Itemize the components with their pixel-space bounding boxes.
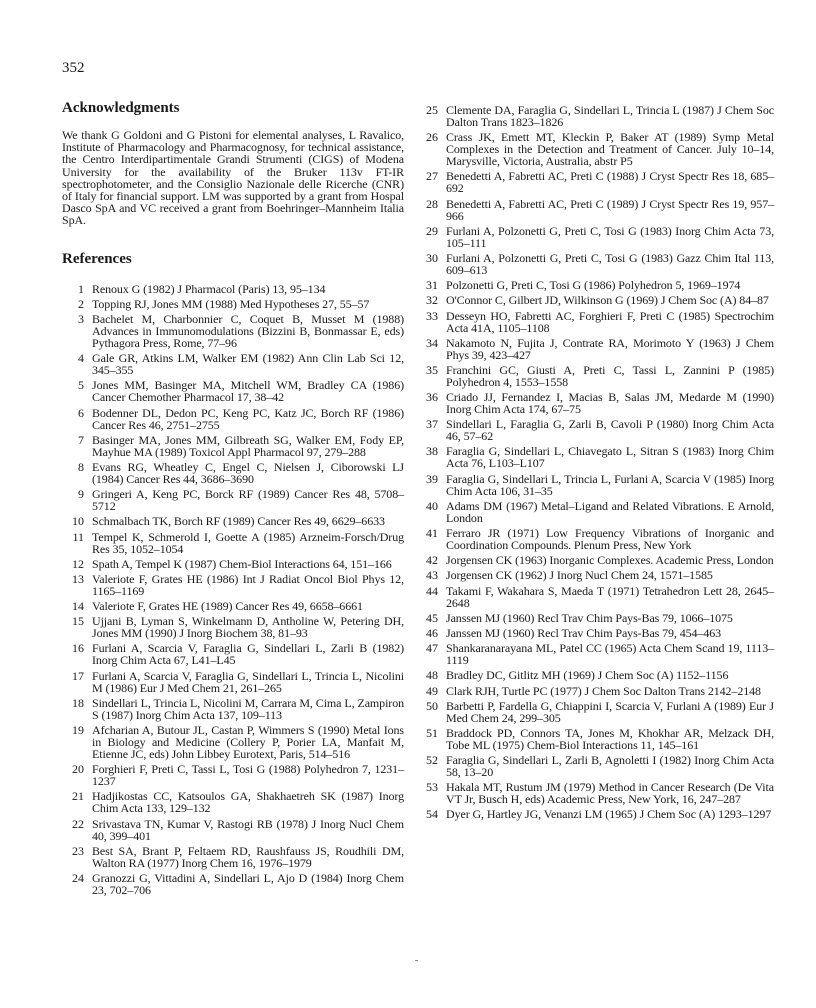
reference-item <box>424 808 774 820</box>
reference-text: Forghieri F, Preti C, Tassi L, Tosi G (1988) Polyhedron 7, 1231–1237 <box>92 762 404 789</box>
reference-text: Bradley DC, Gitlitz MH (1969) J Chem Soc (A) 1152–1156 <box>446 668 729 683</box>
reference-number: 1 <box>78 281 84 296</box>
reference-number: 39 <box>426 471 438 486</box>
reference-item <box>424 700 774 724</box>
reference-item <box>62 298 404 310</box>
reference-number: 29 <box>426 223 438 238</box>
reference-item <box>424 554 774 566</box>
reference-number: 38 <box>426 444 438 459</box>
reference-item <box>424 337 774 361</box>
reference-number: 21 <box>72 789 84 804</box>
reference-text: Furlani A, Scarcia V, Faraglia G, Sindellari L, Trincia L, Nicolini M (1986) Eur J Med Chem 21, 261–265 <box>92 668 404 695</box>
reference-number: 50 <box>426 698 438 713</box>
reference-text: Topping RJ, Jones MM (1988) Med Hypotheses 27, 55–57 <box>92 296 370 311</box>
reference-number: 5 <box>78 378 84 393</box>
reference-number: 44 <box>426 583 438 598</box>
page-number: 352 <box>62 60 85 76</box>
reference-text: Criado JJ, Fernandez I, Macias B, Salas JM, Medarde M (1990) Inorg Chim Acta 174, 67–75 <box>446 390 774 417</box>
references-list-left <box>62 283 404 896</box>
reference-number: 27 <box>426 169 438 184</box>
reference-item <box>424 569 774 581</box>
reference-text: Basinger MA, Jones MM, Gilbreath SG, Walker EM, Fody EP, Mayhue MA (1989) Toxicol Appl Pharmacol 97, 279–288 <box>92 432 404 459</box>
reference-item <box>424 781 774 805</box>
reference-text: Sindellari L, Faraglia G, Zarli B, Cavoli P (1980) Inorg Chim Acta 46, 57–62 <box>446 417 774 444</box>
reference-item <box>62 313 404 349</box>
reference-number: 2 <box>78 296 84 311</box>
reference-number: 22 <box>72 816 84 831</box>
reference-number: 19 <box>72 723 84 737</box>
reference-number: 15 <box>72 614 84 629</box>
reference-item <box>424 627 774 639</box>
reference-item <box>62 379 404 403</box>
reference-number: 4 <box>78 351 84 366</box>
reference-number: 53 <box>426 780 438 795</box>
reference-number: 13 <box>72 571 84 586</box>
reference-number: 37 <box>426 417 438 432</box>
reference-text: Faraglia G, Sindellari L, Chiavegato L, Sitran S (1983) Inorg Chim Acta 76, L103–L107 <box>446 444 774 471</box>
reference-text: Srivastava TN, Kumar V, Rastogi RB (1978) J Inorg Nucl Chem 40, 399–401 <box>92 816 404 843</box>
reference-item <box>424 445 774 469</box>
reference-number: 42 <box>426 553 438 568</box>
acknowledgments-text: We thank G Goldoni and G Pistoni for elemental analyses, L Ravalico, Institute of Pharmacology and Pharmacognosy, for technical assistance, the Centro Interdipartimentale Grandi Strumenti (CIGS) of Modena University for the availability of the Bruker 113v FT-IR spectrophotometer, and the Consiglio Nazionale delle Ricerche (CNR) of Italy for financial support. LM was supported by a grant from Hospal Dasco SpA and VC received a grant from Boehringer–Mannheim Italia SpA. <box>62 128 404 228</box>
reference-text: Renoux G (1982) J Pharmacol (Paris) 13, 95–134 <box>92 281 326 296</box>
reference-item <box>424 612 774 624</box>
reference-number: 51 <box>426 725 438 740</box>
reference-number: 48 <box>426 668 438 683</box>
reference-number: 47 <box>426 641 438 656</box>
right-column <box>424 104 774 824</box>
reference-number: 54 <box>426 807 438 822</box>
reference-item <box>62 434 404 458</box>
reference-text: Tempel K, Schmerold I, Goette A (1985) Arzneim-Forsch/Drug Res 35, 1052–1054 <box>92 529 404 556</box>
reference-text: Furlani A, Polzonetti G, Preti C, Tosi G (1983) Gazz Chim Ital 113, 609–613 <box>446 250 774 277</box>
reference-item <box>424 685 774 697</box>
reference-text: Afcharian A, Butour JL, Castan P, Wimmers S (1990) Metal Ions in Biology and Medicine (Collery P, Porier LA, Manfait M, Etienne JC, eds) John Libbey Eurotext, Paris, 514–516 <box>92 723 404 761</box>
reference-number: 32 <box>426 293 438 308</box>
reference-text: Jorgensen CK (1962) J Inorg Nucl Chem 24, 1571–1585 <box>446 568 713 583</box>
reference-text: Faraglia G, Sindellari L, Zarli B, Agnoletti I (1982) Inorg Chim Acta 58, 13–20 <box>446 753 774 780</box>
reference-item <box>424 669 774 681</box>
reference-text: Clark RJH, Turtle PC (1977) J Chem Soc Dalton Trans 2142–2148 <box>446 683 761 698</box>
reference-number: 6 <box>78 405 84 420</box>
reference-item <box>62 558 404 570</box>
reference-number: 7 <box>78 432 84 447</box>
reference-item <box>62 763 404 787</box>
reference-number: 30 <box>426 250 438 265</box>
reference-text: Janssen MJ (1960) Recl Trav Chim Pays-Bas 79, 1066–1075 <box>446 610 733 625</box>
reference-text: Furlani A, Polzonetti G, Preti C, Tosi G (1983) Inorg Chim Acta 73, 105–111 <box>446 223 774 250</box>
reference-number: 25 <box>426 103 438 117</box>
reference-item <box>424 642 774 666</box>
reference-item <box>62 515 404 527</box>
reference-text: Valeriote F, Grates HE (1986) Int J Radiat Oncol Biol Phys 12, 1165–1169 <box>92 571 404 598</box>
reference-item <box>424 391 774 415</box>
reference-number: 49 <box>426 683 438 698</box>
reference-number: 45 <box>426 610 438 625</box>
reference-number: 8 <box>78 459 84 474</box>
reference-item <box>62 352 404 376</box>
reference-text: Nakamoto N, Fujita J, Contrate RA, Morimoto Y (1963) J Chem Phys 39, 423–427 <box>446 335 774 362</box>
reference-item <box>424 727 774 751</box>
reference-text: Gale GR, Atkins LM, Walker EM (1982) Ann Clin Lab Sci 12, 345–355 <box>92 351 404 378</box>
reference-text: O'Connor C, Gilbert JD, Wilkinson G (1969) J Chem Soc (A) 84–87 <box>446 293 769 308</box>
reference-text: Benedetti A, Fabretti AC, Preti C (1989) J Cryst Spectr Res 19, 957–966 <box>446 196 774 223</box>
reference-text: Desseyn HO, Fabretti AC, Forghieri F, Preti C (1985) Spectrochim Acta 41A, 1105–1108 <box>446 308 774 335</box>
reference-text: Ferraro JR (1971) Low Frequency Vibrations of Inorganic and Coordination Compounds. Plenum Press, New York <box>446 526 774 552</box>
reference-item <box>62 531 404 555</box>
reference-text: Schmalbach TK, Borch RF (1989) Cancer Res 49, 6629–6633 <box>92 514 385 529</box>
reference-item <box>424 310 774 334</box>
reference-item <box>424 294 774 306</box>
reference-item <box>424 198 774 222</box>
reference-number: 28 <box>426 196 438 211</box>
reference-item <box>62 642 404 666</box>
reference-item <box>424 527 774 551</box>
reference-item <box>62 724 404 760</box>
reference-number: 26 <box>426 130 438 145</box>
reference-text: Ujjani B, Lyman S, Winkelmann D, Antholine W, Petering DH, Jones MM (1990) J Inorg Biochem 38, 81–93 <box>92 614 404 641</box>
reference-text: Benedetti A, Fabretti AC, Preti C (1988) J Cryst Spectr Res 18, 685–692 <box>446 169 774 196</box>
reference-text: Polzonetti G, Preti C, Tosi G (1986) Polyhedron 5, 1969–1974 <box>446 278 741 293</box>
references-heading: References <box>62 250 132 267</box>
reference-text: Jorgensen CK (1963) Inorganic Complexes. Academic Press, London <box>446 553 774 568</box>
reference-item <box>62 845 404 869</box>
reference-text: Sindellari L, Trincia L, Nicolini M, Carrara M, Cima L, Zampiron S (1987) Inorg Chim Acta 137, 109–113 <box>92 695 404 722</box>
reference-number: 23 <box>72 843 84 858</box>
reference-text: Franchini GC, Giusti A, Preti C, Tassi L, Zannini P (1985) Polyhedron 4, 1553–1558 <box>446 362 774 389</box>
reference-number: 24 <box>72 870 84 885</box>
reference-item <box>424 252 774 276</box>
reference-text: Crass JK, Emett MT, Kleckin P, Baker AT (1989) Symp Metal Complexes in the Detection and Treatment of Cancer. July 10–14, Marysville, Victoria, Australia, abstr P5 <box>446 130 774 169</box>
references-list-right <box>424 104 774 820</box>
reference-number: 33 <box>426 308 438 323</box>
reference-number: 40 <box>426 498 438 513</box>
page-mark <box>415 960 418 961</box>
reference-number: 52 <box>426 753 438 768</box>
reference-number: 41 <box>426 526 438 540</box>
reference-text: Evans RG, Wheatley C, Engel C, Nielsen J, Ciborowski LJ (1984) Cancer Res 44, 3686–3690 <box>92 459 404 486</box>
reference-item <box>424 279 774 291</box>
reference-item <box>424 754 774 778</box>
reference-text: Jones MM, Basinger MA, Mitchell WM, Bradley CA (1986) Cancer Chemother Pharmacol 17, 38–42 <box>92 378 404 405</box>
reference-text: Best SA, Brant P, Feltaem RD, Raushfauss JS, Roudhili DM, Walton RA (1977) Inorg Chem 16, 1976–1979 <box>92 843 404 870</box>
reference-item <box>62 600 404 612</box>
reference-text: Spath A, Tempel K (1987) Chem-Biol Interactions 64, 151–166 <box>92 556 392 571</box>
reference-number: 10 <box>72 514 84 529</box>
reference-number: 17 <box>72 668 84 683</box>
reference-item <box>62 407 404 431</box>
reference-item <box>62 670 404 694</box>
reference-item <box>424 225 774 249</box>
reference-item <box>62 283 404 295</box>
reference-number: 35 <box>426 362 438 377</box>
reference-number: 18 <box>72 695 84 710</box>
reference-text: Granozzi G, Vittadini A, Sindellari L, Ajo D (1984) Inorg Chem 23, 702–706 <box>92 870 404 897</box>
reference-item <box>62 488 404 512</box>
reference-number: 43 <box>426 568 438 583</box>
reference-number: 20 <box>72 762 84 777</box>
reference-number: 12 <box>72 556 84 571</box>
reference-number: 3 <box>78 312 84 326</box>
reference-number: 14 <box>72 599 84 614</box>
reference-item <box>62 697 404 721</box>
reference-item <box>62 615 404 639</box>
reference-text: Shankaranarayana ML, Patel CC (1965) Acta Chem Scand 19, 1113–1119 <box>446 641 774 668</box>
reference-text: Gringeri A, Keng PC, Borck RF (1989) Cancer Res 48, 5708–5712 <box>92 487 404 514</box>
reference-text: Dyer G, Hartley JG, Venanzi LM (1965) J Chem Soc (A) 1293–1297 <box>446 807 772 822</box>
reference-number: 31 <box>426 278 438 293</box>
reference-number: 46 <box>426 625 438 640</box>
acknowledgments-heading: Acknowledgments <box>62 100 180 116</box>
reference-text: Bachelet M, Charbonnier C, Coquet B, Musset M (1988) Advances in Immunomodulations (Bizzini B, Bonmassar E, eds) Pythagora Press, Rome, 77–96 <box>92 312 404 350</box>
reference-text: Faraglia G, Sindellari L, Trincia L, Furlani A, Scarcia V (1985) Inorg Chim Acta 106, 31–35 <box>446 471 774 498</box>
reference-item <box>62 818 404 842</box>
reference-text: Adams DM (1967) Metal–Ligand and Related Vibrations. E Arnold, London <box>446 498 774 525</box>
reference-item <box>62 872 404 896</box>
reference-number: 16 <box>72 641 84 656</box>
reference-item <box>424 585 774 609</box>
reference-item <box>424 473 774 497</box>
reference-number: 36 <box>426 390 438 405</box>
reference-text: Valeriote F, Grates HE (1989) Cancer Res 49, 6658–6661 <box>92 599 363 614</box>
reference-item <box>62 461 404 485</box>
reference-text: Janssen MJ (1960) Recl Trav Chim Pays-Bas 79, 454–463 <box>446 625 722 640</box>
reference-text: Barbetti P, Fardella G, Chiappini I, Scarcia V, Furlani A (1989) Eur J Med Chem 24, 299–305 <box>446 698 774 725</box>
reference-text: Hadjikostas CC, Katsoulos GA, Shakhaetreh SK (1987) Inorg Chim Acta 133, 129–132 <box>92 789 404 816</box>
reference-text: Furlani A, Scarcia V, Faraglia G, Sindellari L, Zarli B (1982) Inorg Chim Acta 67, L41–L45 <box>92 641 404 668</box>
left-column <box>62 100 404 899</box>
reference-item <box>424 131 774 167</box>
reference-text: Clemente DA, Faraglia G, Sindellari L, Trincia L (1987) J Chem Soc Dalton Trans 1823–1826 <box>446 103 774 129</box>
reference-number: 11 <box>72 529 84 544</box>
reference-item <box>424 364 774 388</box>
reference-item <box>424 500 774 524</box>
reference-text: Braddock PD, Connors TA, Jones M, Khokhar AR, Melzack DH, Tobe ML (1975) Chem-Biol Interactions 11, 145–161 <box>446 725 774 752</box>
reference-text: Hakala MT, Rustum JM (1979) Method in Cancer Research (De Vita VT Jr, Busch H, eds) Academic Press, New York, 16, 247–287 <box>446 780 774 807</box>
reference-text: Takami F, Wakahara S, Maeda T (1971) Tetrahedron Lett 28, 2645–2648 <box>446 583 774 610</box>
reference-item <box>424 104 774 128</box>
reference-number: 34 <box>426 335 438 350</box>
reference-number: 9 <box>78 487 84 502</box>
reference-item <box>424 170 774 194</box>
reference-item <box>424 418 774 442</box>
reference-item <box>62 573 404 597</box>
reference-item <box>62 790 404 814</box>
reference-text: Bodenner DL, Dedon PC, Keng PC, Katz JC, Borch RF (1986) Cancer Res 46, 2751–2755 <box>92 405 404 432</box>
